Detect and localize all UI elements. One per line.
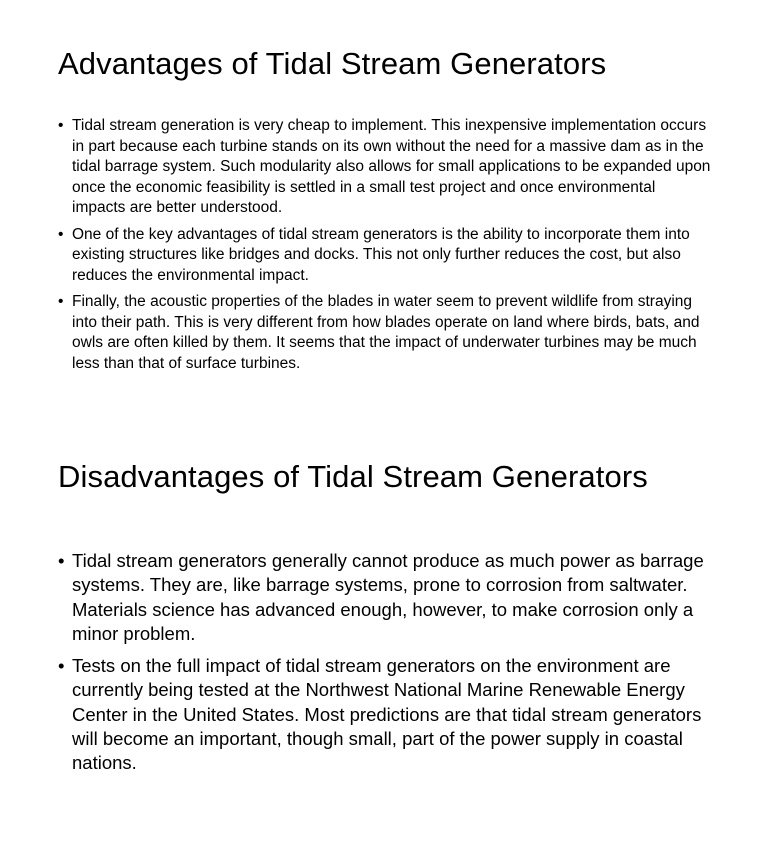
bullet-item [58,225,712,287]
bullet-text: One of the key advantages of tidal stream generators is the ability to incorporate them into existing structures like bridges and docks. This not only further reduces the cost, but also reduces the environmental impact. [72,225,690,284]
bullet-text: Tests on the full impact of tidal stream generators on the environment are currently being tested at the Northwest National Marine Renewable Energy Center in the United States. Most predictions are that tidal stream generators will become an important, though small, part of the power supply in coastal nations. [72,655,702,774]
bullet-text: Tidal stream generation is very cheap to implement. This inexpensive implementation occurs in part because each turbine stands on its own without the need for a massive dam as in the tidal barrage system. Such modularity also allows for small applications to be expanded upon once the economic feasibility is settled in a small test project and once environmental impacts are better understood. [72,117,711,216]
disadvantages-slide [0,455,768,784]
bullet-item [58,116,712,219]
bullet-text: Finally, the acoustic properties of the blades in water seem to prevent wildlife from straying into their path. This is very different from how blades operate on land where birds, bats, and owls are often killed by them. It seems that the impact of underwater turbines may be much less than that of surface turbines. [72,293,700,372]
disadvantages-bullet-list [58,549,712,776]
disadvantages-title: Disadvantages of Tidal Stream Generators [58,459,648,494]
advantages-bullet-list [58,116,712,374]
advantages-slide [0,42,768,380]
bullet-item [58,549,712,646]
bullet-item [58,292,712,374]
bullet-dot-icon: • [58,293,64,310]
bullet-text: Tidal stream generators generally cannot produce as much power as barrage systems. They are, like barrage systems, prone to corrosion from saltwater. Materials science has advanced enough, however, to make corrosion only a minor problem. [72,550,704,644]
bullet-dot-icon: • [58,655,65,677]
bullet-item [58,654,712,775]
bullet-dot-icon: • [58,117,64,134]
bullet-dot-icon: • [58,550,65,571]
bullet-dot-icon: • [58,225,64,243]
advantages-title: Advantages of Tidal Stream Generators [58,46,607,81]
